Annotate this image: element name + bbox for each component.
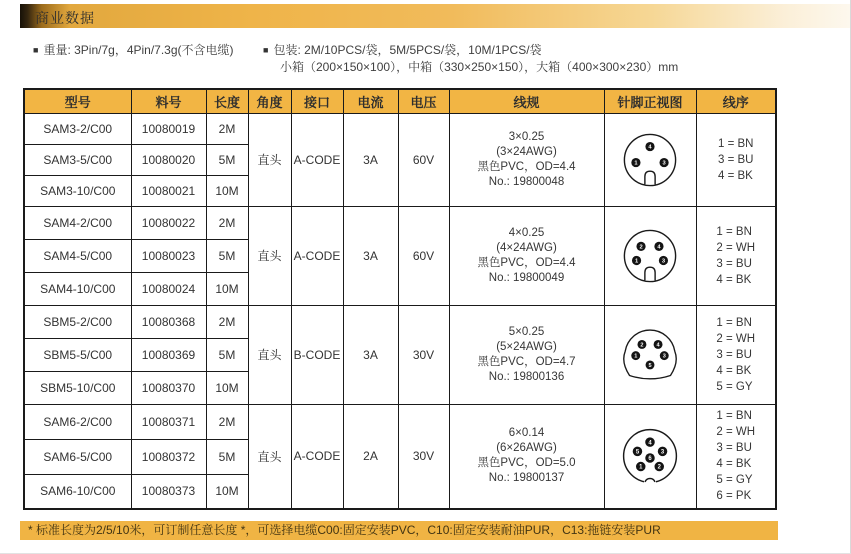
model-cell: SAM3-5/C00 — [24, 144, 131, 175]
wire-spec-line: (4×24AWG) — [496, 241, 557, 254]
bullet-icon: ■ — [33, 45, 39, 55]
table-row — [24, 305, 776, 338]
model-cell: SAM6-10/C00 — [24, 474, 131, 509]
wire-spec-cell — [449, 206, 604, 305]
part-number-cell: 10080369 — [131, 338, 206, 371]
col-header-current: 电流 — [343, 89, 398, 113]
weight-note — [33, 42, 234, 59]
wire-spec-line: 黑色PVC，OD=4.7 — [477, 355, 576, 368]
pin-diagram-cell — [604, 305, 696, 404]
model-cell: SAM3-10/C00 — [24, 175, 131, 206]
part-number-cell: 10080023 — [131, 239, 206, 272]
pin-diagram-cell — [604, 206, 696, 305]
pin-diagram-cell — [604, 404, 696, 509]
part-number-cell: 10080368 — [131, 305, 206, 338]
length-cell: 5M — [206, 439, 248, 474]
current-cell: 2A — [343, 404, 398, 509]
wire-spec-line: (6×26AWG) — [496, 442, 557, 455]
table-row — [24, 404, 776, 439]
col-header-voltage: 电压 — [398, 89, 449, 113]
table-row — [24, 206, 776, 239]
col-header-wire-order: 线序 — [696, 89, 776, 113]
col-header-angle: 角度 — [248, 89, 291, 113]
part-number-cell: 10080024 — [131, 272, 206, 305]
col-header-pin-view: 针脚正视图 — [604, 89, 696, 113]
wire-order-line: 3 = BU — [716, 348, 752, 361]
wire-spec-line: 黑色PVC，OD=4.4 — [477, 160, 576, 173]
spec-table — [23, 88, 777, 510]
bullet-icon: ■ — [263, 45, 269, 55]
pin-diagram-3pin — [618, 128, 682, 192]
svg-text:4: 4 — [648, 144, 652, 151]
svg-text:4: 4 — [657, 243, 661, 250]
svg-text:2: 2 — [640, 341, 644, 348]
model-cell: SAM6-5/C00 — [24, 439, 131, 474]
svg-text:5: 5 — [635, 449, 640, 456]
angle-cell: 直头 — [248, 404, 291, 509]
current-cell: 3A — [343, 305, 398, 404]
part-number-cell: 10080371 — [131, 404, 206, 439]
wire-spec-cell — [449, 113, 604, 206]
svg-text:4: 4 — [648, 440, 652, 447]
wire-order-line: 6 = PK — [716, 490, 752, 503]
length-cell: 2M — [206, 404, 248, 439]
interface-cell: A-CODE — [291, 206, 343, 305]
wire-spec-line: No.: 19800048 — [488, 175, 565, 188]
voltage-cell: 30V — [398, 404, 449, 509]
length-cell: 5M — [206, 239, 248, 272]
angle-cell: 直头 — [248, 206, 291, 305]
wire-spec-line: 黑色PVC，OD=5.0 — [477, 457, 576, 470]
wire-order-cell — [696, 404, 776, 509]
svg-text:3: 3 — [662, 160, 666, 167]
angle-cell: 直头 — [248, 113, 291, 206]
part-number-cell: 10080370 — [131, 371, 206, 404]
wire-spec-line: 5×0.25 — [508, 325, 545, 338]
wire-order-line: 2 = WH — [716, 241, 756, 254]
interface-cell: B-CODE — [291, 305, 343, 404]
pin-diagram-4pin — [618, 224, 682, 288]
model-cell: SAM4-2/C00 — [24, 206, 131, 239]
voltage-cell: 60V — [398, 113, 449, 206]
packaging-label: 包装: — [273, 43, 301, 57]
part-number-cell: 10080372 — [131, 439, 206, 474]
svg-text:3: 3 — [660, 449, 665, 456]
wire-order-cell — [696, 113, 776, 206]
model-cell: SAM4-5/C00 — [24, 239, 131, 272]
col-header-length: 长度 — [206, 89, 248, 113]
part-number-cell: 10080021 — [131, 175, 206, 206]
model-cell: SBM5-5/C00 — [24, 338, 131, 371]
length-cell: 2M — [206, 305, 248, 338]
wire-order-line: 5 = GY — [716, 380, 753, 393]
section-banner — [20, 4, 851, 28]
length-cell: 10M — [206, 371, 248, 404]
wire-order-line: 4 = BK — [716, 364, 752, 377]
wire-order-line: 2 = WH — [716, 332, 756, 345]
wire-order-line: 2 = WH — [716, 426, 756, 439]
wire-order-line: 3 = BU — [716, 257, 752, 270]
wire-spec-line: No.: 19800136 — [488, 370, 565, 383]
model-cell: SAM4-10/C00 — [24, 272, 131, 305]
svg-text:3: 3 — [661, 258, 666, 265]
wire-spec-line: 黑色PVC，OD=4.4 — [477, 256, 576, 269]
wire-order-line: 1 = BN — [716, 410, 752, 423]
wire-spec-line: (5×24AWG) — [496, 340, 557, 353]
part-number-cell: 10080022 — [131, 206, 206, 239]
wire-order-line: 3 = BU — [716, 442, 752, 455]
packaging-text-line1: 2M/10PCS/袋，5M/5PCS/袋，10M/1PCS/袋 — [304, 43, 542, 57]
wire-spec-line: 4×0.25 — [508, 226, 545, 239]
svg-text:1: 1 — [639, 464, 643, 471]
col-header-interface: 接口 — [291, 89, 343, 113]
wire-order-line: 5 = GY — [716, 474, 753, 487]
wire-order-line: 1 = BN — [718, 137, 754, 150]
weight-label: 重量: — [43, 43, 71, 57]
wire-spec-line: No.: 19800049 — [488, 271, 565, 284]
wire-order-line: 4 = BK — [718, 169, 753, 182]
current-cell: 3A — [343, 113, 398, 206]
part-number-cell: 10080020 — [131, 144, 206, 175]
length-cell: 2M — [206, 113, 248, 144]
svg-text:2: 2 — [639, 243, 643, 250]
angle-cell: 直头 — [248, 305, 291, 404]
part-number-cell: 10080373 — [131, 474, 206, 509]
packaging-note — [263, 42, 678, 75]
wire-order-line: 4 = BK — [716, 273, 752, 286]
length-cell: 10M — [206, 474, 248, 509]
pin-diagram-5pin — [616, 324, 684, 386]
wire-spec-line: 3×0.25 — [508, 130, 545, 143]
length-cell: 5M — [206, 338, 248, 371]
pin-diagram-cell — [604, 113, 696, 206]
svg-text:1: 1 — [634, 258, 639, 265]
wire-spec-cell — [449, 305, 604, 404]
wire-order-line: 1 = BN — [716, 225, 752, 238]
weight-text: 3Pin/7g，4Pin/7.3g(不含电缆) — [74, 43, 234, 57]
interface-cell: A-CODE — [291, 113, 343, 206]
length-cell: 5M — [206, 144, 248, 175]
svg-text:1: 1 — [634, 353, 638, 360]
wire-spec-line: 6×0.14 — [508, 427, 545, 440]
pin-diagram-6pin — [617, 423, 683, 489]
svg-text:6: 6 — [648, 456, 652, 463]
svg-text:3: 3 — [662, 353, 666, 360]
svg-text:4: 4 — [656, 341, 660, 348]
packaging-text-line2: 小箱（200×150×100），中箱（330×250×150），大箱（400×300×230）mm — [280, 60, 679, 74]
voltage-cell: 30V — [398, 305, 449, 404]
voltage-cell: 60V — [398, 206, 449, 305]
part-number-cell: 10080019 — [131, 113, 206, 144]
header-row — [24, 89, 776, 113]
section-title: 商业数据 — [35, 10, 95, 26]
col-header-wire-spec: 线规 — [449, 89, 604, 113]
wire-spec-line: (3×24AWG) — [496, 145, 557, 158]
length-cell: 10M — [206, 175, 248, 206]
wire-order-cell — [696, 305, 776, 404]
table-row — [24, 113, 776, 144]
wire-order-cell — [696, 206, 776, 305]
interface-cell: A-CODE — [291, 404, 343, 509]
svg-text:2: 2 — [657, 464, 661, 471]
model-cell: SAM6-2/C00 — [24, 404, 131, 439]
col-header-model: 型号 — [24, 89, 131, 113]
wire-order-line: 4 = BK — [716, 458, 752, 471]
svg-text:5: 5 — [648, 362, 652, 369]
wire-order-line: 1 = BN — [716, 316, 752, 329]
wire-spec-line: No.: 19800137 — [488, 472, 565, 485]
footnote-bar: * 标准长度为2/5/10米，可订制任意长度 *，可选择电缆C00:固定安装PVC，C10:固定安装耐油PUR，C13:拖链安装PUR — [20, 521, 778, 540]
model-cell: SAM3-2/C00 — [24, 113, 131, 144]
length-cell: 10M — [206, 272, 248, 305]
model-cell: SBM5-10/C00 — [24, 371, 131, 404]
model-cell: SBM5-2/C00 — [24, 305, 131, 338]
length-cell: 2M — [206, 206, 248, 239]
current-cell: 3A — [343, 206, 398, 305]
wire-spec-cell — [449, 404, 604, 509]
col-header-part: 料号 — [131, 89, 206, 113]
svg-text:1: 1 — [634, 160, 638, 167]
wire-order-line: 3 = BU — [718, 153, 754, 166]
